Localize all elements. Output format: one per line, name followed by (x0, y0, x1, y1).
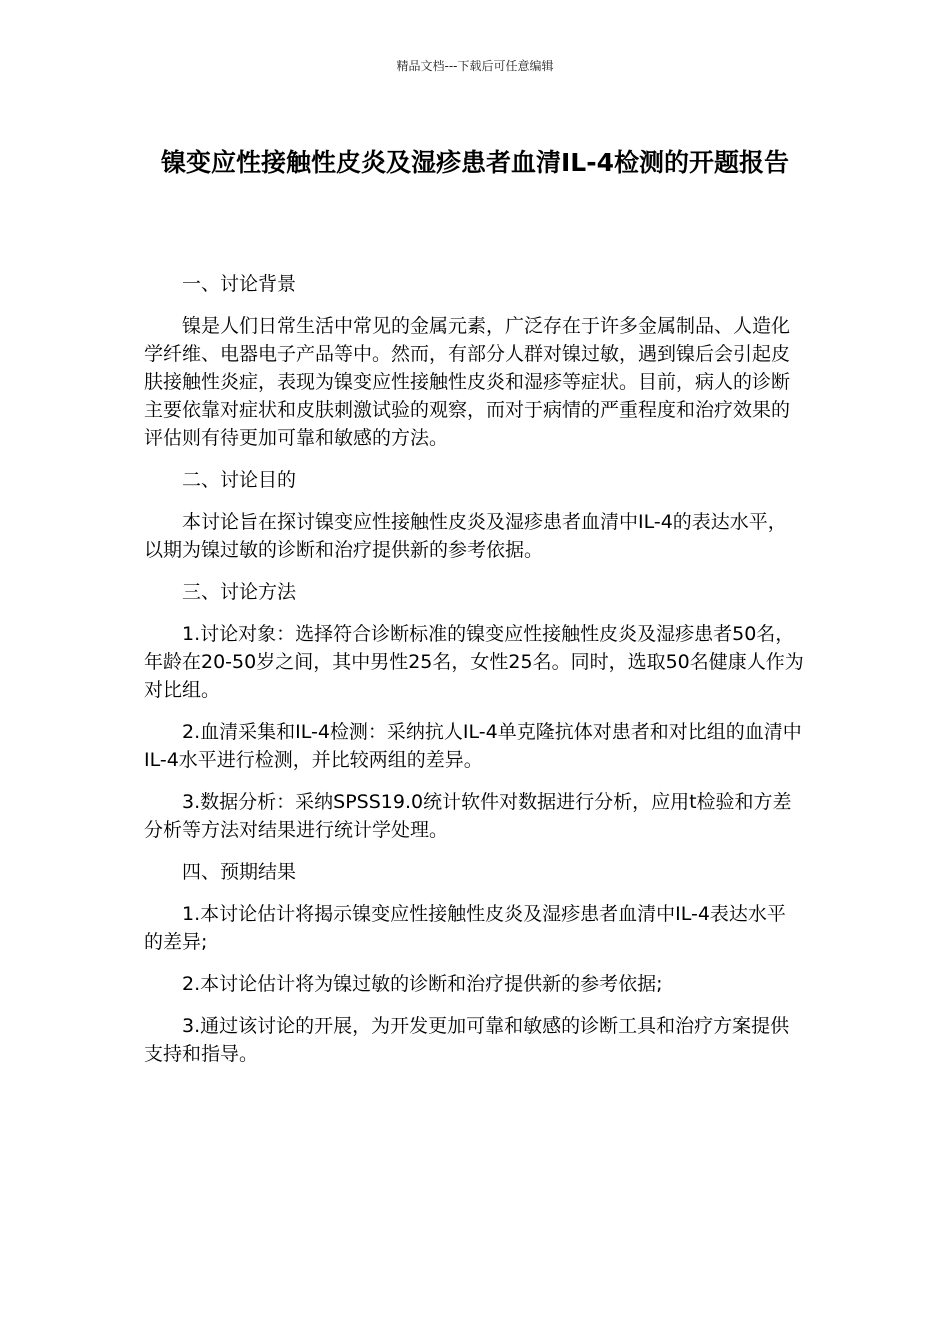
page-header: 精品文档---下载后可任意编辑 (396, 59, 554, 73)
section-paragraph: 本讨论旨在探讨镍变应性接触性皮炎及湿疹患者血清中IL-4的表达水平，以期为镍过敏的诊断和治疗提供新的参考依据。 (144, 511, 787, 561)
section-background (144, 270, 804, 452)
section-methods (144, 578, 804, 844)
section-heading: 一、讨论背景 (182, 273, 297, 295)
section-purpose (144, 466, 804, 564)
section-paragraph: 镍是人们日常生活中常见的金属元素，广泛存在于许多金属制品、人造化学纤维、电器电子产品等中。然而，有部分人群对镍过敏，遇到镍后会引起皮肤接触性炎症，表现为镍变应性接触性皮炎和湿疹等症状。目前，病人的诊断主要依靠对症状和皮肤刺激试验的观察，而对于病情的严重程度和治疗效果的评估则有待更加可靠和敏感的方法。 (144, 315, 791, 449)
section-paragraph: 2.本讨论估计将为镍过敏的诊断和治疗提供新的参考依据; (182, 973, 663, 995)
section-paragraph: 3.数据分析：采纳SPSS19.0统计软件对数据进行分析，应用t检验和方差分析等方法对结果进行统计学处理。 (144, 791, 792, 841)
section-expected-results (144, 858, 804, 1068)
document-title: 镍变应性接触性皮炎及湿疹患者血清IL-4检测的开题报告 (160, 148, 789, 177)
document-body (144, 270, 804, 1082)
section-paragraph: 2.血清采集和IL-4检测：采纳抗人IL-4单克隆抗体对患者和对比组的血清中IL-4水平进行检测，并比较两组的差异。 (144, 721, 802, 771)
section-heading: 四、预期结果 (182, 861, 297, 883)
section-heading: 三、讨论方法 (182, 581, 297, 603)
section-paragraph: 1.本讨论估计将揭示镍变应性接触性皮炎及湿疹患者血清中IL-4表达水平的差异; (144, 903, 786, 953)
section-heading: 二、讨论目的 (182, 469, 297, 491)
section-paragraph: 3.通过该讨论的开展，为开发更加可靠和敏感的诊断工具和治疗方案提供支持和指导。 (144, 1015, 790, 1065)
section-paragraph: 1.讨论对象：选择符合诊断标准的镍变应性接触性皮炎及湿疹患者50名，年龄在20-50岁之间，其中男性25名，女性25名。同时，选取50名健康人作为对比组。 (144, 623, 804, 701)
